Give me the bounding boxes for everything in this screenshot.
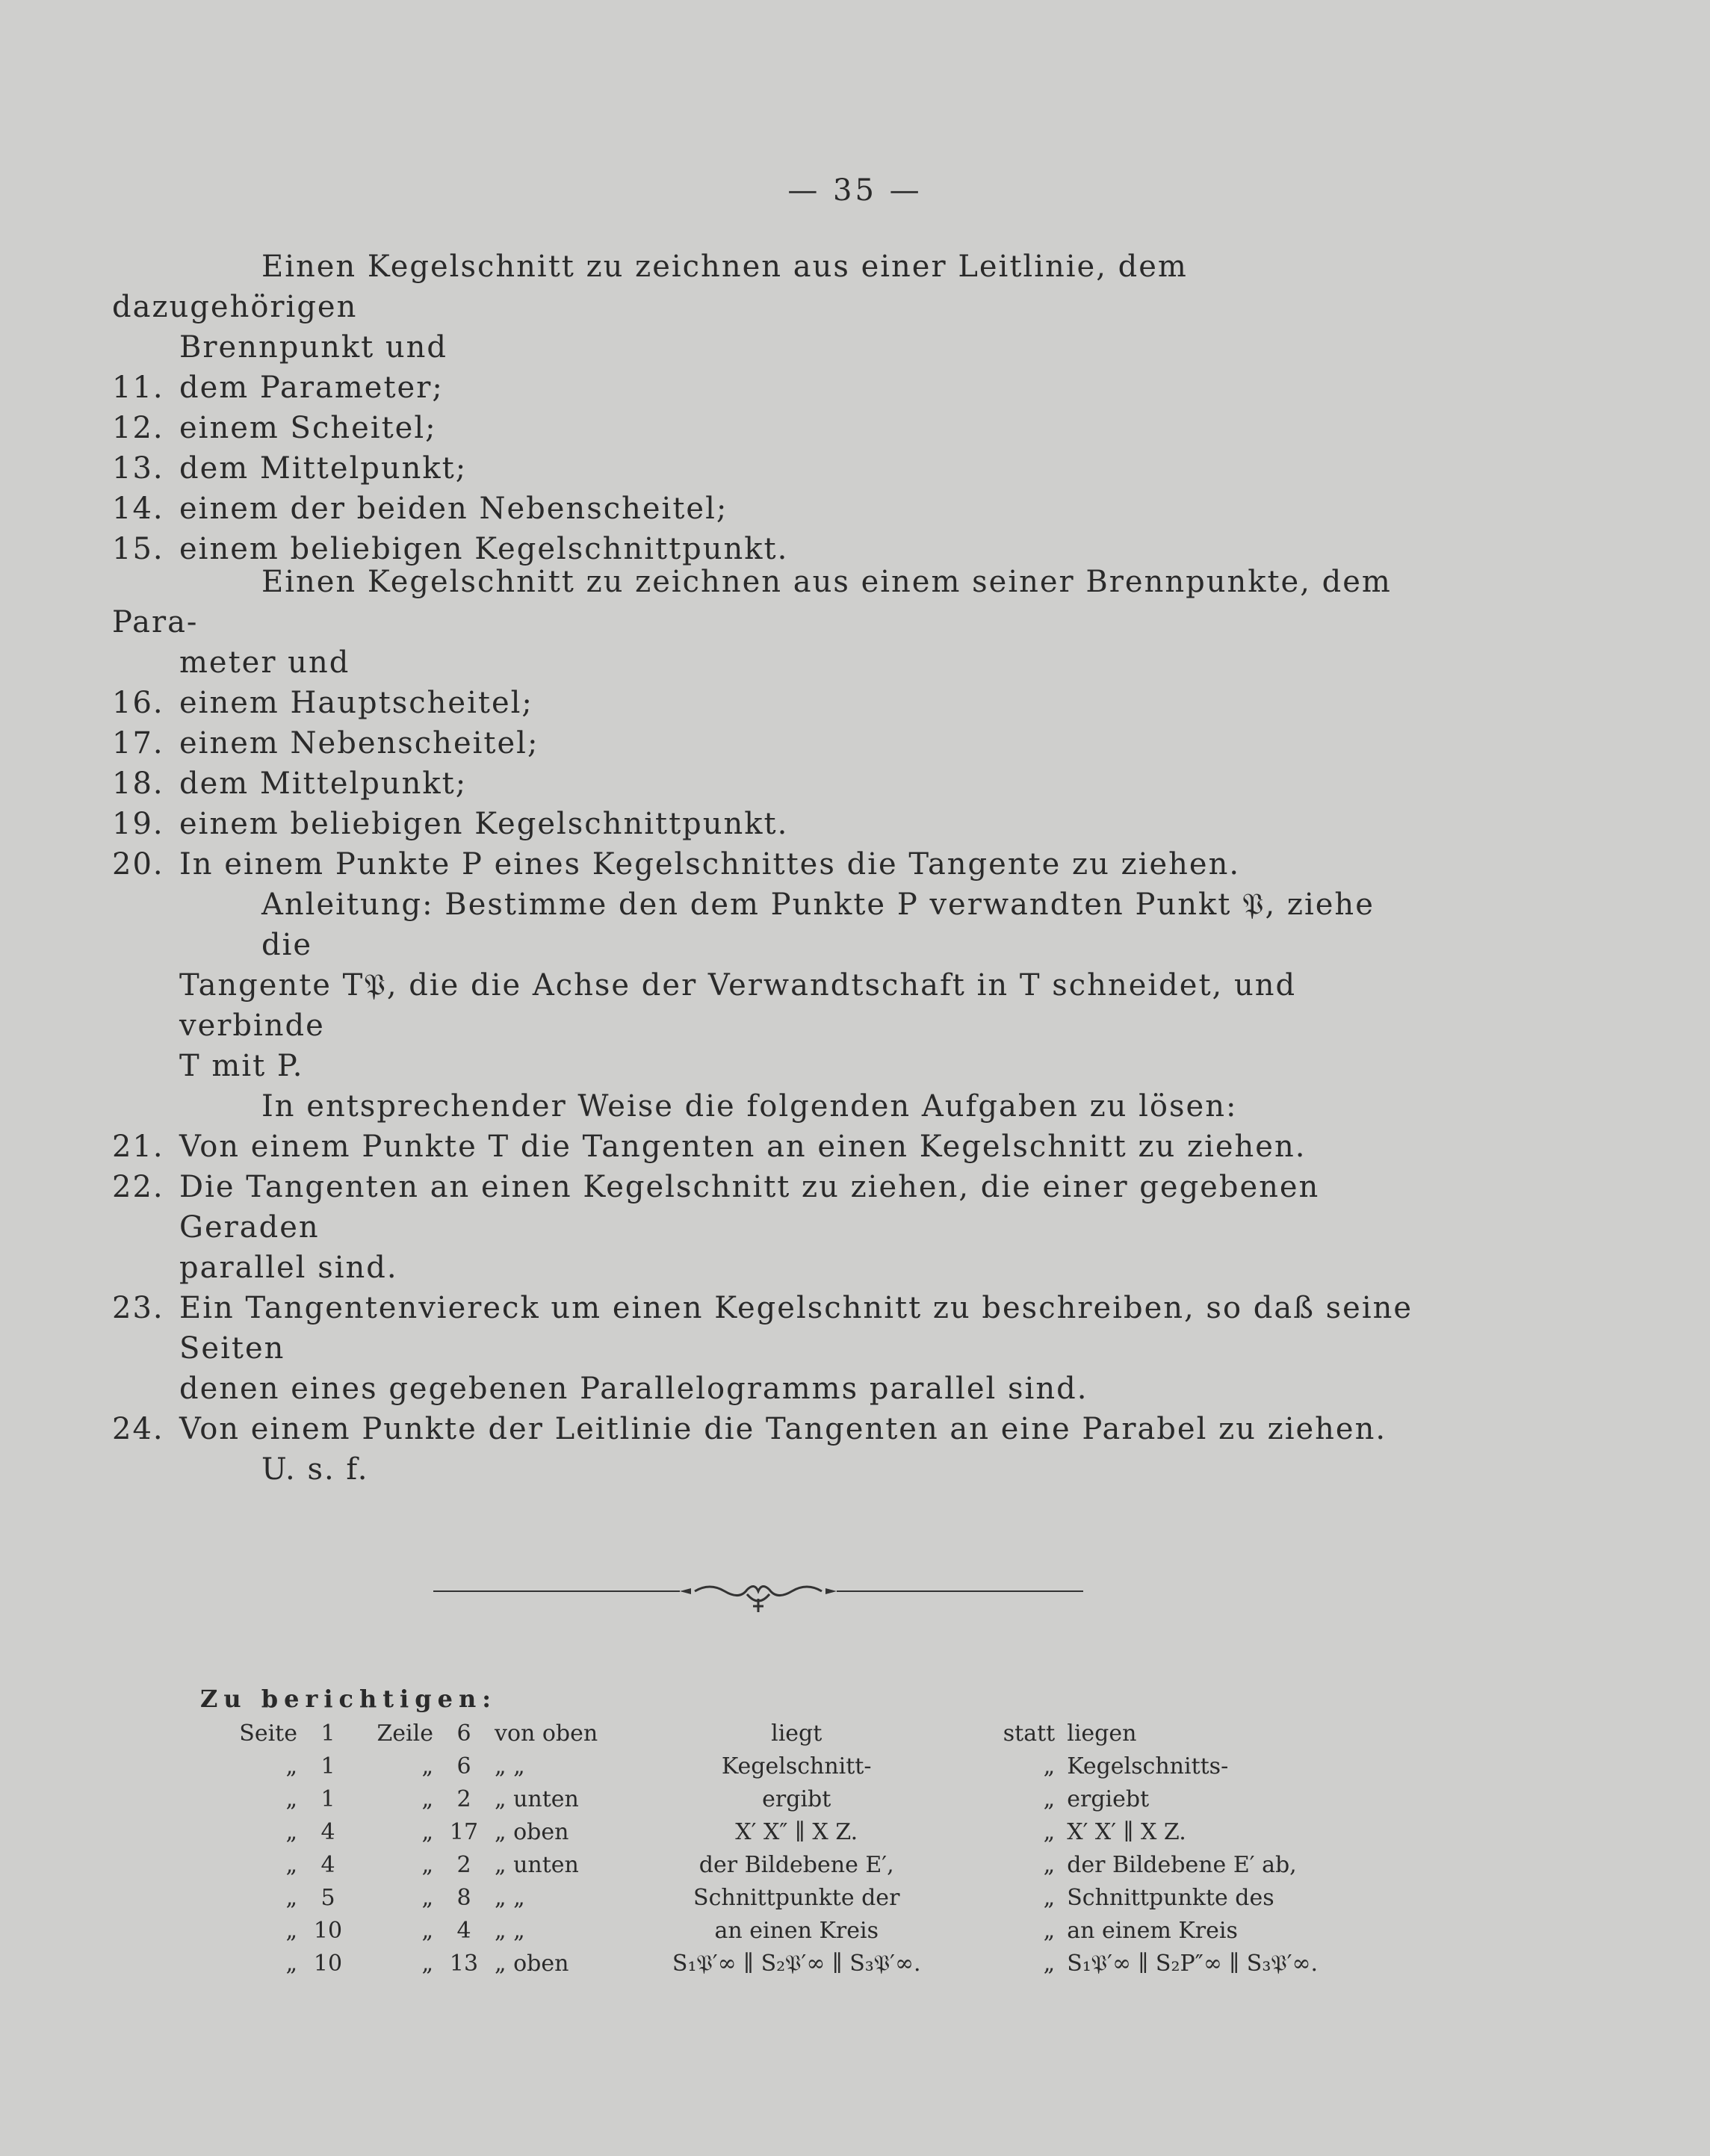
item-number: 17. (112, 726, 164, 761)
section-1-intro: Einen Kegelschnitt zu zeichnen aus einer Leitlinie, dem dazugehörigen (112, 250, 1188, 324)
table-cell: der Bildebene E′, (698, 1851, 894, 1878)
anleitung (112, 885, 1427, 1127)
table-cell: „ (1043, 1818, 1056, 1845)
item-number: 14. (112, 492, 164, 526)
item-number: 22. (112, 1170, 164, 1204)
item-text: einem beliebigen Kegelschnittpunkt. (179, 532, 789, 566)
table-cell: Kegelschnitts- (1067, 1753, 1229, 1779)
table-cell: Zeile (377, 1720, 433, 1747)
table-row (224, 1815, 1387, 1848)
item-number: 21. (112, 1130, 164, 1164)
item-number: 11. (112, 371, 164, 405)
table-cell: „ (285, 1851, 297, 1878)
table-cell: ergiebt (1067, 1785, 1150, 1812)
item-text: einem Hauptscheitel; (179, 686, 533, 720)
item-number: 20. (112, 847, 164, 882)
table-cell: der Bildebene E′ ab, (1067, 1851, 1297, 1878)
item-number: 19. (112, 807, 164, 841)
table-row (224, 1717, 1387, 1750)
table-cell: „ (421, 1950, 433, 1977)
list-item (112, 1288, 1427, 1409)
list-item (112, 683, 1427, 723)
table-cell: liegt (771, 1720, 823, 1747)
table-cell: Schnittpunkte der (693, 1884, 900, 1911)
item-text: parallel sind. (179, 1251, 398, 1285)
table-cell: 1 (320, 1785, 335, 1812)
table-cell: 10 (313, 1950, 343, 1977)
list-item (112, 448, 1427, 489)
ornament-divider-icon (433, 1569, 1083, 1614)
table-cell: „ (285, 1753, 297, 1779)
table-cell: „ (421, 1753, 433, 1779)
table-cell: 6 (456, 1753, 471, 1779)
item-text: einem Scheitel; (179, 411, 437, 445)
item-number: 16. (112, 686, 164, 720)
item-number: 15. (112, 532, 164, 566)
list-item (112, 723, 1427, 763)
table-cell: „ (285, 1917, 297, 1944)
table-cell: „ (421, 1884, 433, 1911)
item-number: 24. (112, 1412, 164, 1446)
list-item (112, 489, 1427, 529)
item-text: einem beliebigen Kegelschnittpunkt. (179, 807, 789, 841)
table-cell: 17 (449, 1818, 479, 1845)
item-text: Von einem Punkte T die Tangenten an einen Kegelschnitt zu ziehen. (179, 1130, 1307, 1164)
list-item (112, 368, 1427, 408)
table-cell: „ (285, 1950, 297, 1977)
section-1-intro-cont: Brennpunkt und (179, 330, 447, 365)
table-row (224, 1914, 1387, 1947)
section-1 (112, 247, 1427, 569)
table-cell: 2 (456, 1785, 471, 1812)
table-cell: 10 (313, 1917, 343, 1944)
list-item (112, 804, 1427, 844)
table-cell: Schnittpunkte des (1067, 1884, 1274, 1911)
table-cell: „ (1043, 1950, 1056, 1977)
item-text: denen eines gegebenen Parallelogramms parallel sind. (179, 1372, 1088, 1406)
table-cell: „ (1043, 1851, 1056, 1878)
table-cell: an einen Kreis (714, 1917, 879, 1944)
table-cell: X′ X′ ∥ X Z. (1067, 1818, 1186, 1845)
table-cell: „ „ (495, 1884, 525, 1911)
table-cell: „ unten (495, 1785, 579, 1812)
list-item (112, 1127, 1427, 1167)
item-text: dem Parameter; (179, 371, 444, 405)
item-text: einem Nebenscheitel; (179, 726, 539, 761)
table-cell: „ (421, 1818, 433, 1845)
table-cell: „ (285, 1884, 297, 1911)
item-number: 23. (112, 1291, 164, 1325)
section-2-intro-cont: meter und (179, 645, 350, 680)
table-cell: „ (421, 1917, 433, 1944)
table-cell: 4 (320, 1851, 335, 1878)
list-item (112, 1167, 1427, 1288)
item-text: einem der beiden Nebenscheitel; (179, 492, 728, 526)
table-row (224, 1750, 1387, 1782)
section-2 (112, 562, 1427, 1490)
item-text: dem Mittelpunkt; (179, 766, 468, 801)
table-cell: „ unten (495, 1851, 579, 1878)
anleitung-line: Tangente T𝔓, die die Achse der Verwandtschaft in T schneidet, und verbinde (179, 968, 1297, 1043)
table-cell: ergibt (762, 1785, 831, 1812)
table-cell: 8 (456, 1884, 471, 1911)
item-text: In einem Punkte P eines Kegelschnittes die Tangente zu ziehen. (179, 847, 1241, 882)
list-item (112, 763, 1427, 804)
page-number: — 35 — (787, 173, 923, 208)
table-cell: 6 (456, 1720, 471, 1747)
item-number: 12. (112, 411, 164, 445)
list-item (112, 1409, 1427, 1449)
list-item (112, 844, 1427, 885)
table-cell: „ „ (495, 1753, 525, 1779)
section-2-intro: Einen Kegelschnitt zu zeichnen aus einem seiner Brennpunkte, dem Para- (112, 565, 1392, 639)
table-cell: liegen (1067, 1720, 1137, 1747)
table-cell: 5 (320, 1884, 335, 1911)
table-cell: S₁𝔓′∞ ∥ S₂𝔓′∞ ∥ S₃𝔓′∞. (672, 1950, 921, 1977)
item-number: 13. (112, 451, 164, 486)
table-cell: „ (421, 1785, 433, 1812)
item-text: dem Mittelpunkt; (179, 451, 468, 486)
table-cell: statt (1003, 1720, 1056, 1747)
table-cell: „ oben (495, 1818, 569, 1845)
table-cell: 4 (456, 1917, 471, 1944)
table-cell: „ (285, 1785, 297, 1812)
errata-table (224, 1717, 1387, 1980)
item-text: Ein Tangentenviereck um einen Kegelschnitt zu beschreiben, so daß seine Seiten (179, 1291, 1413, 1366)
table-cell: Kegelschnitt- (721, 1753, 872, 1779)
table-cell: 4 (320, 1818, 335, 1845)
table-cell: von oben (495, 1720, 598, 1747)
table-cell: „ (285, 1818, 297, 1845)
table-cell: „ (1043, 1753, 1056, 1779)
table-cell: X′ X″ ∥ X Z. (735, 1818, 858, 1845)
table-row (224, 1881, 1387, 1914)
weise-line: In entsprechender Weise die folgenden Aufgaben zu lösen: (261, 1089, 1238, 1124)
table-cell: „ „ (495, 1917, 525, 1944)
table-cell: „ (1043, 1917, 1056, 1944)
table-cell: „ (421, 1851, 433, 1878)
usf: U. s. f. (261, 1452, 369, 1487)
table-row (224, 1947, 1387, 1980)
errata-title: Zu berichtigen: (200, 1685, 498, 1713)
table-cell: 2 (456, 1851, 471, 1878)
table-cell: „ (1043, 1884, 1056, 1911)
table-cell: „ (1043, 1785, 1056, 1812)
anleitung-line: T mit P. (179, 1049, 304, 1083)
anleitung-line: Anleitung: Bestimme den dem Punkte P verwandten Punkt 𝔓, ziehe die (261, 888, 1375, 962)
table-cell: Seite (239, 1720, 297, 1747)
list-item (112, 408, 1427, 448)
item-text: Von einem Punkte der Leitlinie die Tangenten an eine Parabel zu ziehen. (179, 1412, 1387, 1446)
table-cell: 13 (449, 1950, 479, 1977)
item-text: Die Tangenten an einen Kegelschnitt zu ziehen, die einer gegebenen Geraden (179, 1170, 1320, 1245)
table-row (224, 1782, 1387, 1815)
table-row (224, 1848, 1387, 1881)
table-cell: S₁𝔓′∞ ∥ S₂P″∞ ∥ S₃𝔓′∞. (1067, 1950, 1319, 1977)
table-cell: 1 (320, 1753, 335, 1779)
table-cell: „ oben (495, 1950, 569, 1977)
table-cell: an einem Kreis (1067, 1917, 1238, 1944)
table-cell: 1 (320, 1720, 335, 1747)
item-number: 18. (112, 766, 164, 801)
